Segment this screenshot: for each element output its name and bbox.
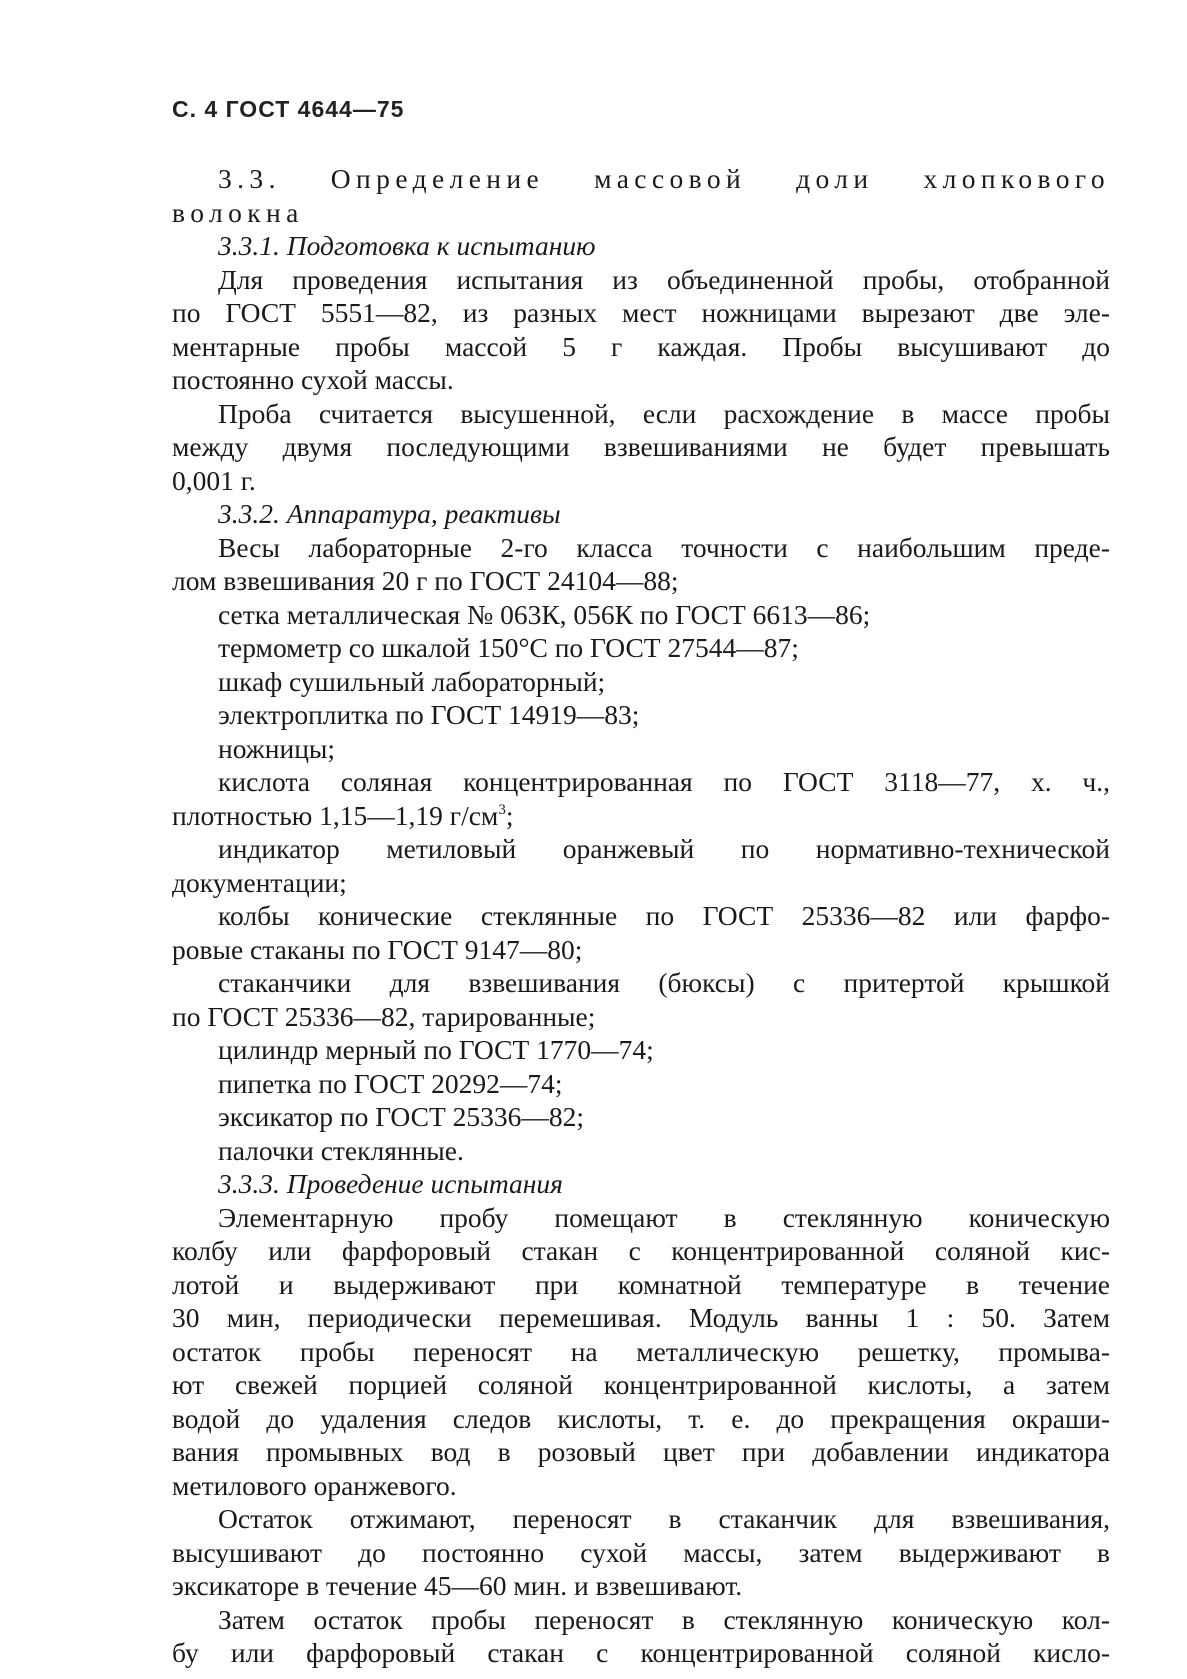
subsection-heading: 3.3.3. Проведение испытания (218, 1168, 563, 1199)
list-item: палочки стеклянные. (218, 1134, 464, 1166)
text-line: 0,001 г. (172, 464, 256, 496)
document-body (172, 162, 1110, 1670)
text-line: эксикаторе в течение 45—60 мин. и взвешивают. (172, 1570, 743, 1601)
list-item: ножницы; (218, 732, 336, 764)
page-header: С. 4 ГОСТ 4644—75 (172, 96, 405, 122)
text-line: метилового оранжевого. (172, 1469, 457, 1501)
text-line: остаток пробы переносят на металлическую решетку, промыва- (172, 1335, 1110, 1367)
text-line: между двумя последующими взвешиваниями не будет превышать (172, 431, 1110, 462)
list-item-cont (172, 799, 1110, 833)
text-span: плотностью 1,15—1,19 г/см (172, 799, 499, 831)
text-line: высушивают до постоянно сухой массы, затем выдерживают в (172, 1536, 1110, 1568)
list-item: цилиндр мерный по ГОСТ 1770—74; (218, 1034, 654, 1065)
text-line: постоянно сухой массы. (172, 364, 454, 395)
text-line: Элементарную пробу помещают в стеклянную коническую (218, 1201, 1110, 1233)
section-heading: 3.3. Определение массовой доли хлопкового (218, 163, 1110, 194)
list-item-cont: ровые стаканы по ГОСТ 9147—80; (172, 933, 583, 965)
list-item: кислота соляная концентрированная по ГОСТ 3118—77, х. ч., (218, 766, 1110, 797)
text-line: вания промывных вод в розовый цвет при добавлении индикатора (172, 1436, 1110, 1467)
section-heading-cont: волокна (172, 196, 304, 228)
list-item: электроплитка по ГОСТ 14919—83; (218, 699, 640, 730)
text-line: Затем остаток пробы переносят в стеклянную коническую кол- (218, 1603, 1110, 1635)
text-line: Остаток отжимают, переносят в стаканчик для взвешивания, (218, 1503, 1110, 1534)
text-span: ; (505, 799, 514, 831)
text-line: ментарные пробы массой 5 г каждая. Пробы высушивают до (172, 330, 1110, 362)
list-item: сетка металлическая № 063К, 056К по ГОСТ 6613—86; (218, 598, 871, 630)
superscript: 3 (498, 801, 506, 818)
text-line: колбу или фарфоровый стакан с концентрированной соляной кис- (172, 1235, 1110, 1266)
list-item-cont: документации; (172, 866, 347, 898)
text-line: лотой и выдерживают при комнатной температуре в течение (172, 1268, 1110, 1300)
list-item: термометр со шкалой 150°С по ГОСТ 27544—87; (218, 632, 799, 663)
list-item-cont: по ГОСТ 25336—82, тарированные; (172, 1000, 596, 1032)
text-line: Весы лабораторные 2-го класса точности с наибольшим преде- (218, 531, 1110, 563)
subsection-heading: 3.3.2. Аппаратура, реактивы (218, 498, 561, 529)
text-line: 30 мин, периодически перемешивая. Модуль ванны 1 : 50. Затем (172, 1302, 1110, 1333)
text-line: Для проведения испытания из объединенной пробы, отобранной (218, 263, 1110, 295)
list-item: стаканчики для взвешивания (бюксы) с притертой крышкой (218, 967, 1110, 998)
list-item: шкаф сушильный лабораторный; (218, 665, 606, 697)
text-line: водой до удаления следов кислоты, т. е. до прекращения окраши- (172, 1402, 1110, 1434)
subsection-heading: 3.3.1. Подготовка к испытанию (218, 230, 596, 261)
list-item: эксикатор по ГОСТ 25336—82; (218, 1101, 585, 1132)
text-line: ют свежей порцией соляной концентрированной кислоты, а затем (172, 1369, 1110, 1400)
text-line: бу или фарфоровый стакан с концентрированной соляной кисло- (172, 1637, 1110, 1668)
text-line: по ГОСТ 5551—82, из разных мест ножницами вырезают две эле- (172, 297, 1110, 328)
list-item: индикатор метиловый оранжевый по нормативно-технической (218, 833, 1110, 864)
text-line: лом взвешивания 20 г по ГОСТ 24104—88; (172, 565, 679, 596)
list-item: колбы конические стеклянные по ГОСТ 25336—82 или фарфо- (218, 900, 1110, 931)
list-item: пипетка по ГОСТ 20292—74; (218, 1067, 563, 1099)
text-line: Проба считается высушенной, если расхождение в массе пробы (218, 397, 1110, 429)
